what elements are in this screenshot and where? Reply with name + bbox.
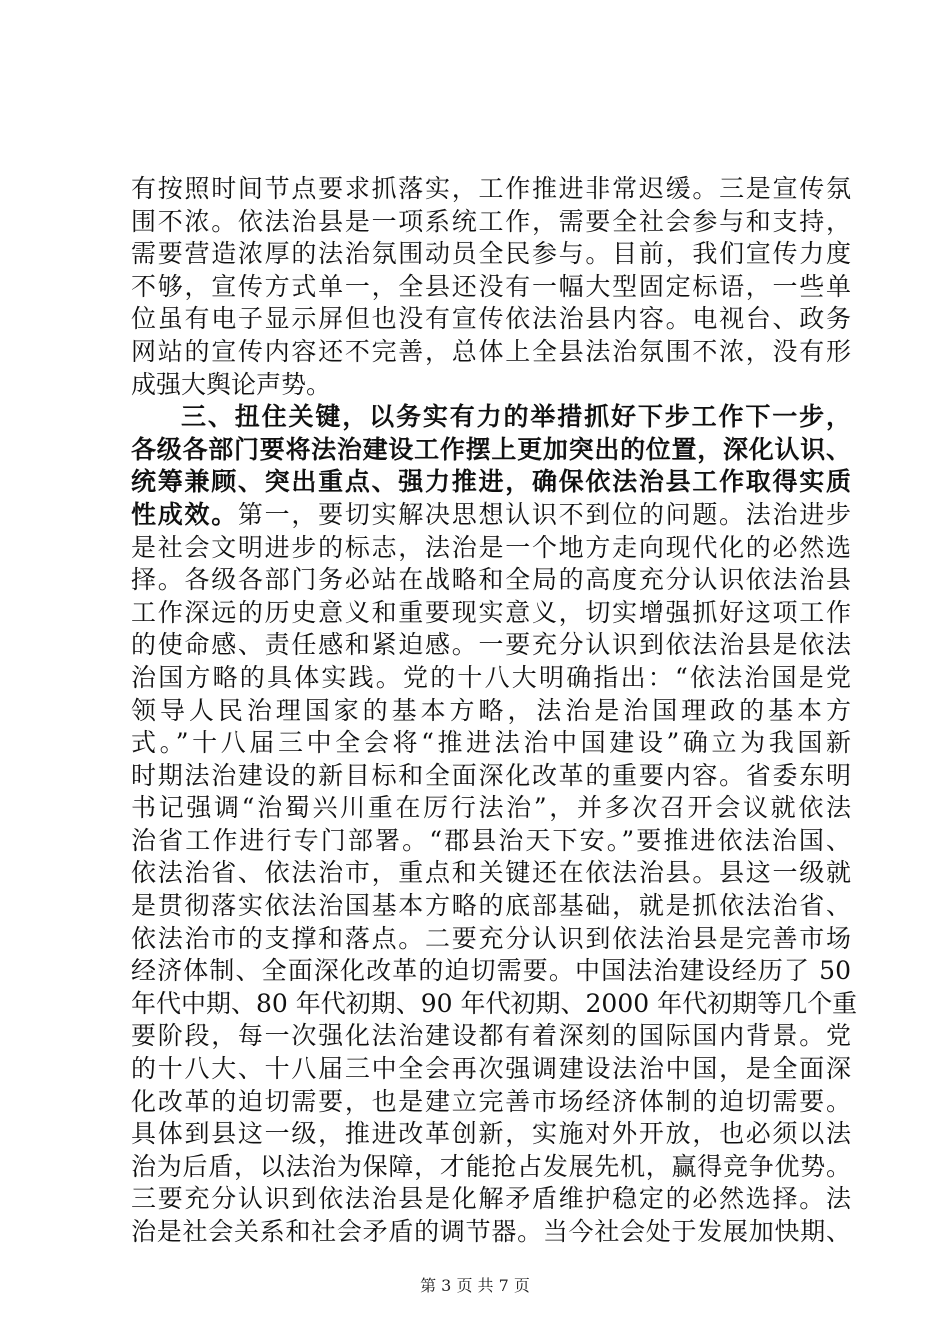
- text-line: 要阶段，每一次强化法治建设都有着深刻的国际国内背景。党: [131, 1021, 851, 1051]
- text-line: 式。”十八届三中全会将“推进法治中国建设”确立为我国新: [131, 728, 851, 758]
- text-line: 网站的宣传内容还不完善，总体上全县法治氛围不浓，没有形: [131, 336, 851, 366]
- text-line: 三要充分认识到依法治县是化解矛盾维护稳定的必然选择。法: [131, 1184, 851, 1214]
- text-line: 成强大舆论声势。: [131, 369, 332, 399]
- text-line: 依法治市的支撑和落点。二要充分认识到依法治县是完善市场: [131, 923, 851, 953]
- text-line: 工作深远的历史意义和重要现实意义，切实增强抓好这项工作: [131, 597, 851, 627]
- text-line: 治国方略的具体实践。党的十八大明确指出：“依法治国是党: [131, 662, 851, 692]
- text-span: 第一，要切实解决思想认识不到位的问题。法治进步: [237, 499, 851, 529]
- text-line: 择。各级各部门务必站在战略和全局的高度充分认识依法治县: [131, 565, 851, 595]
- text-line: 时期法治建设的新目标和全面深化改革的重要内容。省委东明: [131, 760, 851, 790]
- text-line: [131, 499, 851, 532]
- text-line: 是贯彻落实依法治国基本方略的底部基础，就是抓依法治省、: [131, 891, 851, 921]
- text-line: 领导人民治理国家的基本方略，法治是治国理政的基本方: [131, 695, 851, 725]
- section-heading: 各级各部门要将法治建设工作摆上更加突出的位置，深化认识、: [131, 434, 851, 464]
- text-line: 依法治省、依法治市，重点和关键还在依法治县。县这一级就: [131, 858, 851, 888]
- text-line: 治是社会关系和社会矛盾的调节器。当今社会处于发展加快期、: [131, 1217, 851, 1246]
- text-line: 治为后盾，以法治为保障，才能抢占发展先机，赢得竞争优势。: [131, 1151, 851, 1181]
- text-line: 围不浓。依法治县是一项系统工作，需要全社会参与和支持，: [131, 206, 851, 236]
- text-line: 的使命感、责任感和紧迫感。一要充分认识到依法治县是依法: [131, 630, 851, 660]
- text-line: 是社会文明进步的标志，法治是一个地方走向现代化的必然选: [131, 532, 851, 562]
- text-line: 有按照时间节点要求抓落实，工作推进非常迟缓。三是宣传氛: [131, 174, 851, 203]
- text-line: 经济体制、全面深化改革的迫切需要。中国法治建设经历了 50: [131, 956, 851, 986]
- section-heading-end: 性成效。: [131, 499, 238, 529]
- text-line: 需要营造浓厚的法治氛围动员全民参与。目前，我们宣传力度: [131, 239, 851, 269]
- section-heading: 统筹兼顾、突出重点、强力推进，确保依法治县工作取得实质: [131, 467, 851, 497]
- text-line: 位虽有电子显示屏但也没有宣传依法治县内容。电视台、政务: [131, 304, 851, 334]
- text-line: 书记强调“治蜀兴川重在厉行法治”，并多次召开会议就依法: [131, 793, 851, 823]
- text-line: 化改革的迫切需要，也是建立完善市场经济体制的迫切需要。: [131, 1086, 851, 1116]
- text-line: 不够，宣传方式单一，全县还没有一幅大型固定标语，一些单: [131, 271, 851, 301]
- body-text: [131, 173, 858, 1249]
- text-line: 的十八大、十八届三中全会再次强调建设法治中国，是全面深: [131, 1054, 851, 1084]
- text-line: 具体到县这一级，推进改革创新，实施对外开放，也必须以法: [131, 1119, 851, 1149]
- text-line: 治省工作进行专门部署。“郡县治天下安。”要推进依法治国、: [131, 825, 851, 855]
- page-footer: 第 3 页 共 7 页: [420, 1276, 530, 1295]
- section-heading: 三、扭住关键，以务实有力的举措抓好下步工作下一步，: [181, 402, 851, 432]
- text-line: 年代中期、80 年代初期、90 年代初期、2000 年代初期等几个重: [131, 988, 858, 1018]
